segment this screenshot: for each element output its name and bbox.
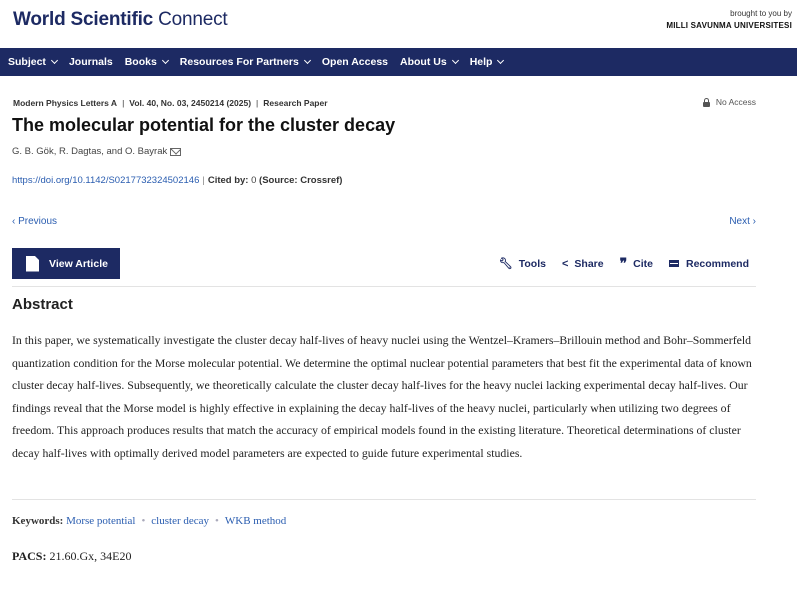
authors-text[interactable]: G. B. Gök, R. Dagtas, and O. Bayrak [12,146,168,157]
keywords-label: Keywords: [12,515,64,527]
keyword-link[interactable]: Morse potential [66,515,136,527]
next-article-link[interactable]: Next › [729,216,756,227]
nav-open-access[interactable]: Open Access [321,56,389,68]
article-title: The molecular potential for the cluster decay [12,115,396,135]
abstract-text: In this paper, we systematically investigate the cluster decay half-lives of heavy nuclei using the Wentzel–Kramers–Brillouin method and Bohr–Sommerfeld quantization condition for the Morse molecular potential. We determine the optimal nuclear potential parameters that best fit the experimental data of known cluster decay half-lives. Subsequently, we theoretically calculate the cluster decay half-lives for the heavy nuclei lacking experimental decay half-lives. Our findings reveal that the Morse model is highly effective in explaining the decay half-lives of the heavy nuclei, particularly when utilizing two degrees of freedom. This approach produces results that match the accuracy of empirical models found in the existing literature. Theoretical determinations of cluster decay half-lives with optimally derived model parameters are expected to guide future experimental studies. [12,333,752,460]
site-logo[interactable]: World Scientific Connect [13,9,228,30]
lock-icon [703,98,710,107]
doi-citation-row: https://doi.org/10.1142/S0217732324502146 | Cited by: 0 (Source: Crossref) [12,175,343,186]
author-list [12,146,181,157]
tools-button[interactable]: 🔧︎ Tools [498,257,546,270]
institution-access-info [666,9,792,30]
share-icon: < [561,257,569,270]
nav-subject[interactable]: Subject [8,56,57,68]
cited-by-count[interactable]: 0 [251,175,257,186]
previous-article-link[interactable]: ‹ Previous [12,216,58,227]
access-status [703,97,756,107]
share-button[interactable]: < Share [561,257,604,270]
main-navigation [0,48,797,76]
keyword-link[interactable]: WKB method [224,515,287,527]
email-icon[interactable] [170,148,181,156]
keywords-row: Keywords: Morse potential • cluster decay • WKB method [12,515,287,527]
nav-resources-for-partners[interactable]: Resources For Partners [180,56,310,68]
recommend-button[interactable]: Recommend [669,258,749,270]
journal-link[interactable]: Modern Physics Letters A [13,98,118,108]
pacs-value: 21.60.Gx, 34E20 [49,549,132,563]
volume-link[interactable]: Vol. 40, No. 03, 2450214 (2025) [129,98,252,108]
document-icon [26,256,39,272]
chevron-down-icon [304,57,311,64]
brought-to-you-label: brought to you by [730,9,792,18]
quote-icon: ❞ [619,255,628,272]
nav-help[interactable]: Help [470,56,504,68]
chevron-down-icon [51,57,58,64]
cite-button[interactable]: ❞ Cite [619,255,653,272]
article-tools-bar [483,257,749,270]
site-header [0,0,809,48]
cited-by-label: Cited by: [207,175,249,186]
divider [12,499,756,500]
wrench-icon: 🔧︎ [498,258,513,270]
article-type: Research Paper [263,98,328,108]
divider [12,286,756,287]
article-meta: Modern Physics Letters A | Vol. 40, No. 03, 2450214 (2025) | Research Paper [13,98,328,108]
chevron-down-icon [497,57,504,64]
pacs-label: PACS: [12,549,47,563]
envelope-icon [669,260,679,267]
nav-journals[interactable]: Journals [68,56,113,68]
nav-about-us[interactable]: About Us [400,56,458,68]
doi-link[interactable]: https://doi.org/10.1142/S0217732324502146 [12,175,200,186]
abstract-heading: Abstract [12,296,73,313]
access-label: No Access [715,97,756,107]
view-article-button[interactable]: View Article [12,248,120,279]
chevron-down-icon [452,57,459,64]
chevron-down-icon [162,57,169,64]
institution-name: MILLI SAVUNMA UNIVERSITESI [666,21,792,30]
keyword-link[interactable]: cluster decay [151,515,210,527]
cited-by-source: (Source: Crossref) [259,175,343,186]
pacs-row [12,549,131,564]
nav-books[interactable]: Books [125,56,168,68]
